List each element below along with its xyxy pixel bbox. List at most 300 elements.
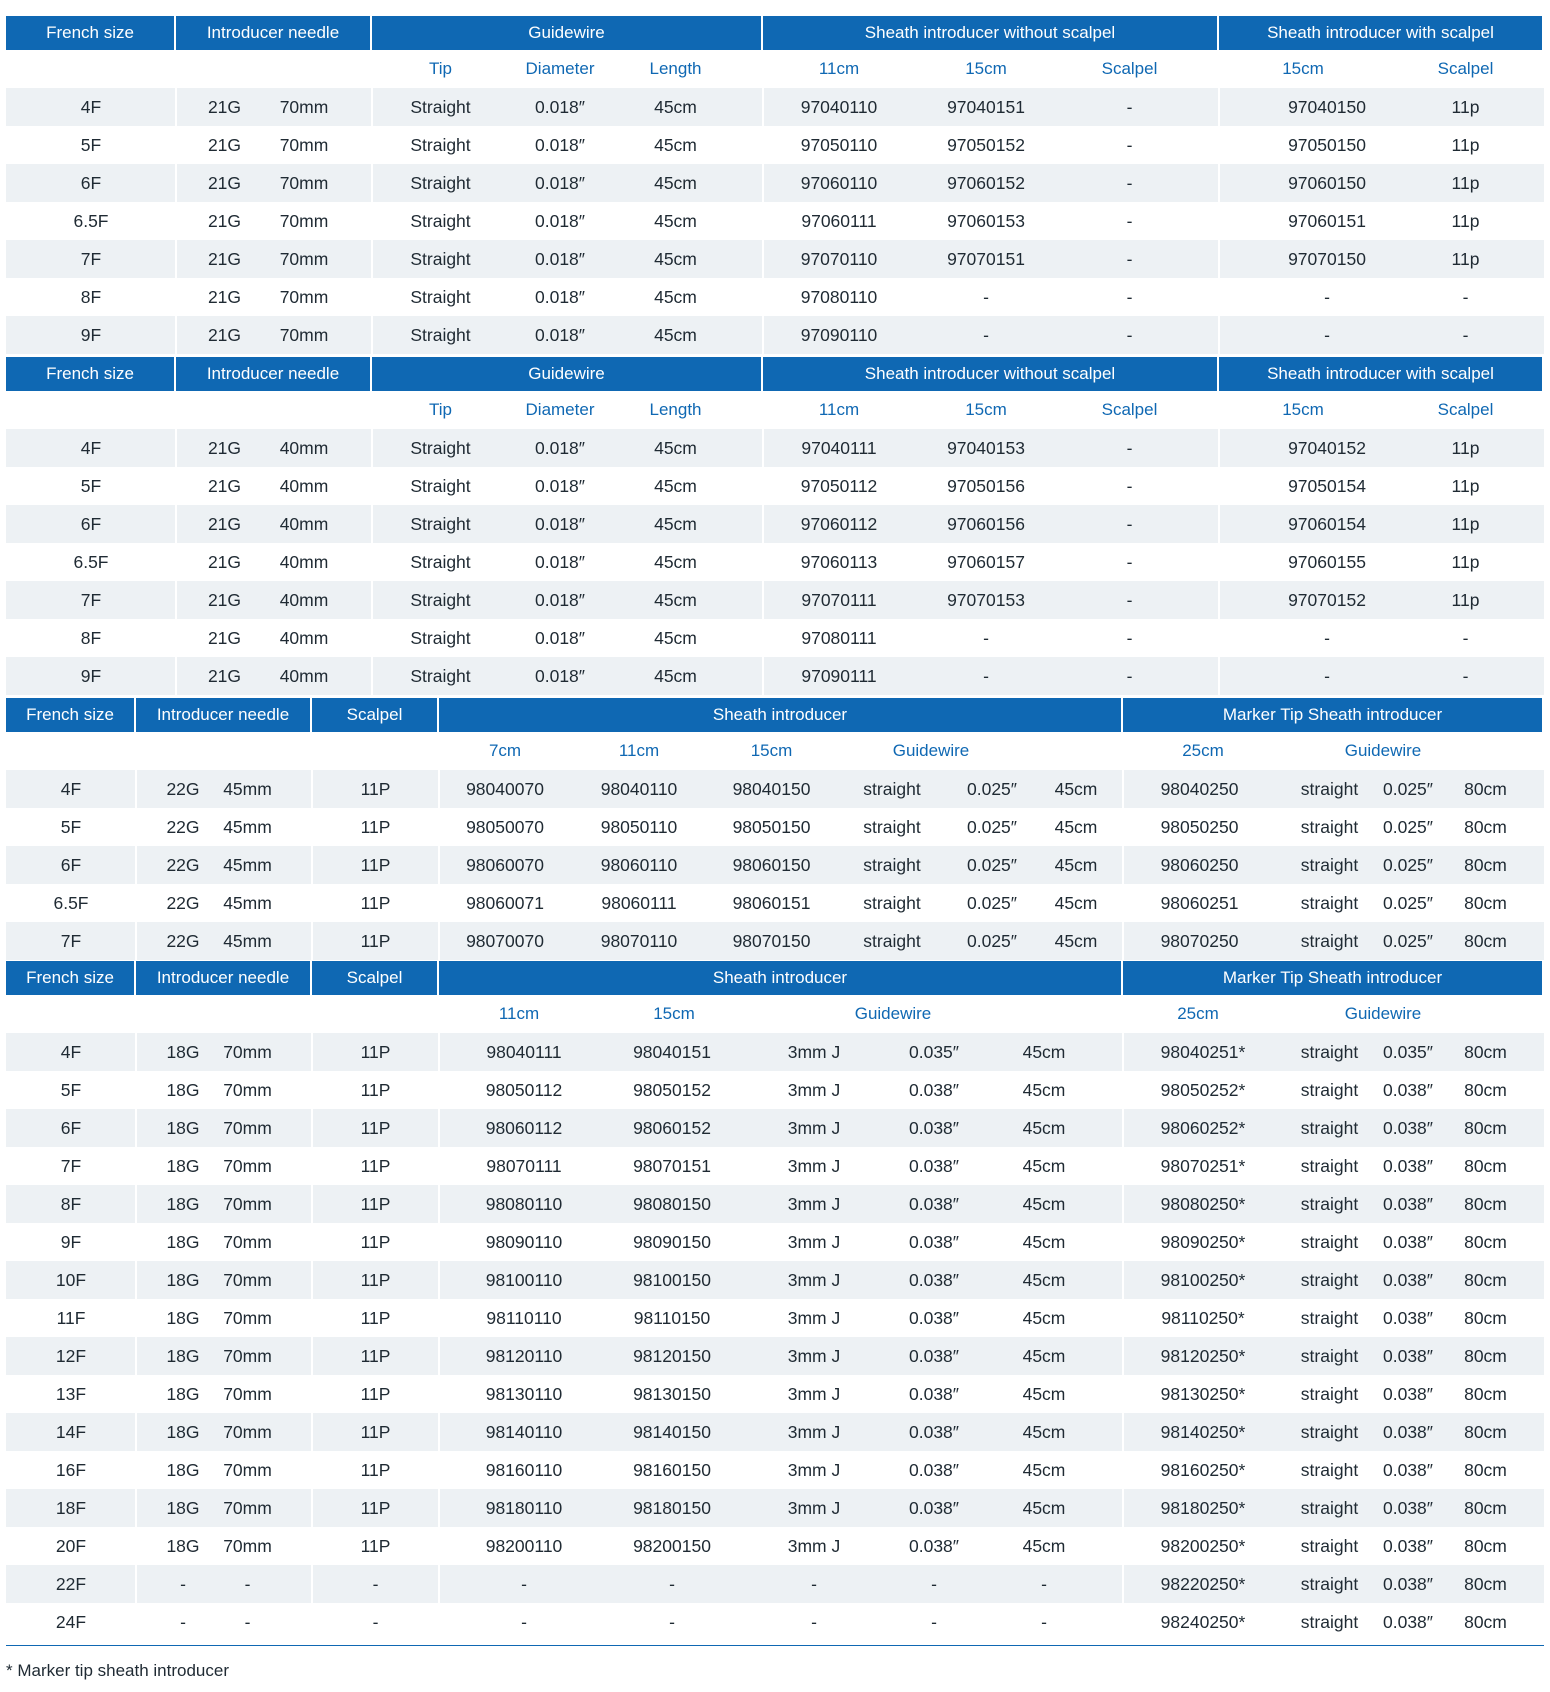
table-cell: Straight bbox=[410, 551, 471, 572]
table-cell: - bbox=[1126, 286, 1133, 307]
table-cell: 11P bbox=[360, 1421, 391, 1442]
table-cell: 0.018″ bbox=[535, 96, 585, 117]
table-row bbox=[6, 278, 1544, 316]
table-cell: 97070150 bbox=[1288, 248, 1366, 269]
table-cell: 0.038″ bbox=[1383, 1611, 1433, 1632]
column-divider bbox=[371, 202, 373, 240]
table-cell: 70mm bbox=[279, 134, 329, 155]
table-cell: 97090110 bbox=[800, 324, 878, 345]
subheader: 15cm bbox=[965, 400, 1007, 419]
table-cell: - bbox=[180, 1573, 186, 1594]
table-cell: Straight bbox=[410, 248, 471, 269]
table-cell: 11p bbox=[1451, 172, 1480, 193]
table-cell: straight bbox=[1300, 1079, 1359, 1100]
column-divider bbox=[371, 581, 373, 619]
table-cell: 45cm bbox=[1054, 930, 1098, 951]
table-cell: 18G bbox=[166, 1497, 200, 1518]
subheader: 11cm bbox=[618, 741, 660, 760]
table-row bbox=[6, 240, 1544, 278]
table-cell: 45cm bbox=[654, 551, 697, 572]
table-cell: 97060151 bbox=[1288, 210, 1366, 231]
subheader-row bbox=[6, 391, 1544, 429]
column-divider bbox=[175, 581, 177, 619]
table-cell: Straight bbox=[410, 475, 471, 496]
column-header: Introducer needle bbox=[176, 16, 372, 50]
table-cell: 97070151 bbox=[947, 248, 1025, 269]
table-cell: 98040111 bbox=[486, 1041, 562, 1062]
subheader: 25cm bbox=[1182, 741, 1224, 760]
table-row bbox=[6, 1071, 1544, 1109]
column-divider bbox=[1218, 202, 1220, 240]
subheader: 15cm bbox=[1282, 59, 1324, 78]
table-cell: 11P bbox=[360, 1079, 391, 1100]
table-cell: 98140150 bbox=[633, 1421, 711, 1442]
column-divider bbox=[1122, 1375, 1124, 1413]
table-row bbox=[6, 543, 1544, 581]
table-cell: 45cm bbox=[1022, 1459, 1066, 1480]
column-divider bbox=[175, 619, 177, 657]
column-divider bbox=[135, 808, 137, 846]
table-cell: 45mm bbox=[223, 816, 272, 837]
table-cell: Straight bbox=[410, 513, 471, 534]
column-divider bbox=[311, 1337, 313, 1375]
table-cell: 21G bbox=[207, 437, 242, 458]
table-cell: 45mm bbox=[223, 778, 272, 799]
table-cell: 45cm bbox=[1022, 1041, 1066, 1062]
table-cell: 70mm bbox=[223, 1345, 272, 1366]
table-cell: - bbox=[1462, 665, 1469, 686]
table-row bbox=[6, 1185, 1544, 1223]
table-cell: 16F bbox=[55, 1459, 87, 1480]
table-cell: - bbox=[1462, 324, 1469, 345]
table-cell: 21G bbox=[207, 589, 242, 610]
table-cell: 70mm bbox=[223, 1459, 272, 1480]
column-divider bbox=[135, 1413, 137, 1451]
table-cell: 0.038″ bbox=[909, 1459, 959, 1480]
column-divider bbox=[371, 278, 373, 316]
subheader: Tip bbox=[429, 400, 452, 419]
column-divider bbox=[1218, 505, 1220, 543]
column-divider bbox=[438, 1261, 440, 1299]
table-cell: 3mm J bbox=[787, 1117, 841, 1138]
column-divider bbox=[371, 619, 373, 657]
table-row bbox=[6, 1147, 1544, 1185]
table-cell: 98060112 bbox=[485, 1117, 563, 1138]
table-cell: 45cm bbox=[654, 665, 697, 686]
table-cell: 45cm bbox=[1022, 1193, 1066, 1214]
table-cell: 98100110 bbox=[485, 1269, 563, 1290]
column-divider bbox=[175, 88, 177, 126]
table-cell: 22G bbox=[166, 778, 200, 799]
column-divider bbox=[1122, 1185, 1124, 1223]
table-cell: 21G bbox=[207, 286, 242, 307]
table-cell: 3mm J bbox=[787, 1231, 841, 1252]
table-cell: 0.018″ bbox=[535, 172, 585, 193]
table-cell: 18G bbox=[166, 1459, 200, 1480]
table-cell: 98060150 bbox=[732, 854, 811, 875]
table-cell: 98070070 bbox=[466, 930, 544, 951]
table-cell: 98050112 bbox=[485, 1079, 563, 1100]
column-header: Sheath introducer with scalpel bbox=[1219, 16, 1544, 50]
subheader: Length bbox=[649, 59, 702, 78]
subheader: Length bbox=[649, 400, 702, 419]
table-row bbox=[6, 1223, 1544, 1261]
table-cell: 11F bbox=[56, 1307, 86, 1328]
table-cell: 0.018″ bbox=[535, 513, 585, 534]
column-divider bbox=[438, 1413, 440, 1451]
table-cell: 5F bbox=[60, 816, 82, 837]
column-divider bbox=[1122, 1337, 1124, 1375]
table-cell: 3mm J bbox=[787, 1193, 841, 1214]
table-1 bbox=[6, 16, 1544, 354]
table-cell: 18G bbox=[166, 1193, 200, 1214]
table-cell: 3mm J bbox=[787, 1421, 841, 1442]
table-cell: 98110250* bbox=[1161, 1307, 1245, 1328]
table-cell: 45cm bbox=[654, 172, 697, 193]
subheader: Guidewire bbox=[1344, 741, 1422, 760]
table-cell: 98100250* bbox=[1160, 1269, 1246, 1290]
column-header: Guidewire bbox=[372, 357, 763, 391]
table-cell: 45cm bbox=[1022, 1383, 1066, 1404]
table-row bbox=[6, 1033, 1544, 1071]
table-row bbox=[6, 1413, 1544, 1451]
table-cell: 98060252* bbox=[1160, 1117, 1246, 1138]
table-cell: 70mm bbox=[279, 248, 329, 269]
table-3 bbox=[6, 698, 1544, 960]
table-cell: 0.025″ bbox=[967, 854, 1017, 875]
column-divider bbox=[135, 1565, 137, 1603]
table-cell: 98080250* bbox=[1160, 1193, 1246, 1214]
column-header: Scalpel bbox=[312, 698, 439, 732]
table-cell: 98070110 bbox=[600, 930, 678, 951]
column-divider bbox=[1218, 240, 1220, 278]
table-cell: 0.038″ bbox=[909, 1117, 959, 1138]
column-divider bbox=[762, 619, 764, 657]
column-divider bbox=[135, 1451, 137, 1489]
table-cell: 98180250* bbox=[1160, 1497, 1246, 1518]
table-cell: - bbox=[521, 1573, 527, 1594]
table-cell: 21G bbox=[207, 134, 242, 155]
table-cell: 18G bbox=[166, 1345, 200, 1366]
column-divider bbox=[175, 240, 177, 278]
table-cell: 98070250 bbox=[1160, 930, 1239, 951]
table-cell: 11p bbox=[1451, 248, 1480, 269]
table-cell: 21G bbox=[207, 665, 242, 686]
table-cell: 45cm bbox=[654, 134, 697, 155]
table-cell: 98240250* bbox=[1160, 1611, 1246, 1632]
table-cell: 11P bbox=[360, 816, 391, 837]
table-row bbox=[6, 619, 1544, 657]
table-cell: 98070111 bbox=[486, 1155, 562, 1176]
column-divider bbox=[438, 922, 440, 960]
column-header: Sheath introducer with scalpel bbox=[1219, 357, 1544, 391]
table-cell: 98200150 bbox=[633, 1535, 711, 1556]
subheader-row bbox=[6, 50, 1544, 88]
column-divider bbox=[175, 202, 177, 240]
table-cell: - bbox=[1324, 627, 1330, 648]
table-cell: 97040151 bbox=[947, 96, 1025, 117]
column-header: Marker Tip Sheath introducer bbox=[1123, 961, 1544, 995]
column-header: French size bbox=[6, 16, 176, 50]
table-cell: 0.035″ bbox=[909, 1041, 959, 1062]
table-cell: 0.025″ bbox=[1383, 854, 1433, 875]
subheader: 25cm bbox=[1177, 1004, 1219, 1023]
table-cell: 11p bbox=[1451, 210, 1480, 231]
column-divider bbox=[371, 505, 373, 543]
table-cell: 0.038″ bbox=[1383, 1535, 1433, 1556]
table-cell: 0.025″ bbox=[1383, 892, 1433, 913]
table-cell: Straight bbox=[410, 96, 471, 117]
table-cell: 70mm bbox=[223, 1535, 272, 1556]
table-cell: straight bbox=[863, 930, 921, 951]
column-divider bbox=[135, 1527, 137, 1565]
column-divider bbox=[371, 467, 373, 505]
column-divider bbox=[762, 505, 764, 543]
subheader: 7cm bbox=[488, 741, 522, 760]
table-row bbox=[6, 126, 1544, 164]
table-cell: 3mm J bbox=[787, 1155, 841, 1176]
footnote: * Marker tip sheath introducer bbox=[6, 1661, 229, 1680]
table-cell: 70mm bbox=[279, 172, 329, 193]
table-cell: Straight bbox=[410, 627, 471, 648]
table-cell: - bbox=[1126, 665, 1133, 686]
table-row bbox=[6, 467, 1544, 505]
table-cell: 98040110 bbox=[600, 778, 678, 799]
table-cell: 21G bbox=[207, 627, 242, 648]
table-cell: 80cm bbox=[1464, 1269, 1507, 1290]
table-cell: straight bbox=[1300, 1611, 1359, 1632]
column-header: Guidewire bbox=[372, 16, 763, 50]
table-cell: straight bbox=[1300, 1231, 1359, 1252]
table-cell: 0.038″ bbox=[1383, 1459, 1433, 1480]
column-divider bbox=[371, 126, 373, 164]
table-cell: 45cm bbox=[654, 589, 697, 610]
table-cell: 98130250* bbox=[1160, 1383, 1246, 1404]
column-divider bbox=[175, 467, 177, 505]
table-cell: 98110110 bbox=[486, 1307, 562, 1328]
table-cell: - bbox=[1126, 248, 1133, 269]
table-cell: 98050150 bbox=[732, 816, 811, 837]
table-cell: 9F bbox=[80, 324, 102, 345]
column-divider bbox=[1122, 1413, 1124, 1451]
table-cell: 3mm J bbox=[787, 1345, 841, 1366]
column-divider bbox=[135, 922, 137, 960]
table-cell: 80cm bbox=[1464, 1155, 1507, 1176]
table-cell: 98140110 bbox=[485, 1421, 563, 1442]
table-cell: 98050070 bbox=[466, 816, 544, 837]
table-cell: 98100150 bbox=[633, 1269, 711, 1290]
table-cell: 97080111 bbox=[801, 627, 877, 648]
table-cell: 3mm J bbox=[787, 1041, 841, 1062]
table-cell: straight bbox=[1300, 1383, 1359, 1404]
table-cell: 21G bbox=[207, 96, 242, 117]
table-cell: 45mm bbox=[223, 854, 272, 875]
table-cell: 11P bbox=[360, 892, 391, 913]
table-cell: 5F bbox=[60, 1079, 82, 1100]
column-divider bbox=[311, 1603, 313, 1641]
column-divider bbox=[311, 1147, 313, 1185]
table-cell: 70mm bbox=[223, 1079, 272, 1100]
table-cell: 18G bbox=[166, 1117, 200, 1138]
table-cell: 45cm bbox=[654, 210, 697, 231]
table-cell: 98050250 bbox=[1160, 816, 1239, 837]
table-cell: 98160150 bbox=[633, 1459, 711, 1480]
table-cell: 6F bbox=[80, 513, 102, 534]
table-cell: 11P bbox=[360, 1345, 391, 1366]
table-cell: 0.038″ bbox=[909, 1307, 959, 1328]
table-row bbox=[6, 505, 1544, 543]
column-divider bbox=[311, 1033, 313, 1071]
table-cell: 21G bbox=[207, 210, 242, 231]
table-cell: 0.018″ bbox=[535, 665, 585, 686]
table-cell: 97060111 bbox=[801, 210, 877, 231]
table-cell: straight bbox=[1300, 1535, 1359, 1556]
table-row bbox=[6, 1337, 1544, 1375]
table-cell: 3mm J bbox=[787, 1079, 841, 1100]
table-cell: 70mm bbox=[279, 286, 329, 307]
table-cell: Straight bbox=[410, 437, 471, 458]
table-cell: 97060152 bbox=[947, 172, 1025, 193]
column-divider bbox=[135, 1603, 137, 1641]
column-divider bbox=[762, 240, 764, 278]
table-cell: 11p bbox=[1451, 96, 1480, 117]
table-cell: - bbox=[1126, 437, 1133, 458]
column-header: Introducer needle bbox=[136, 698, 312, 732]
table-cell: 11P bbox=[360, 1535, 391, 1556]
subheader: Guidewire bbox=[892, 741, 970, 760]
table-cell: 98050152 bbox=[633, 1079, 711, 1100]
table-cell: 45cm bbox=[1022, 1231, 1066, 1252]
table-cell: 40mm bbox=[279, 589, 329, 610]
table-cell: 98080150 bbox=[633, 1193, 711, 1214]
column-divider bbox=[311, 1223, 313, 1261]
table-cell: 0.038″ bbox=[909, 1345, 959, 1366]
table-cell: 0.025″ bbox=[1383, 778, 1433, 799]
subheader: Guidewire bbox=[854, 1004, 932, 1023]
table-cell: 45cm bbox=[654, 627, 697, 648]
table-cell: - bbox=[1126, 551, 1133, 572]
column-divider bbox=[438, 770, 440, 808]
table-cell: 6.5F bbox=[73, 551, 109, 572]
table-cell: 97060110 bbox=[800, 172, 878, 193]
subheader: Scalpel bbox=[1101, 59, 1158, 78]
column-divider bbox=[371, 429, 373, 467]
column-divider bbox=[175, 164, 177, 202]
table-cell: - bbox=[1126, 589, 1133, 610]
table-cell: 0.038″ bbox=[1383, 1269, 1433, 1290]
table-cell: 97050154 bbox=[1288, 475, 1366, 496]
table-cell: 20F bbox=[55, 1535, 87, 1556]
table-cell: 98070151 bbox=[633, 1155, 711, 1176]
table-cell: 98200250* bbox=[1160, 1535, 1246, 1556]
table-cell: 0.038″ bbox=[1383, 1383, 1433, 1404]
column-divider bbox=[1122, 922, 1124, 960]
table-cell: 80cm bbox=[1464, 816, 1507, 837]
table-cell: straight bbox=[1300, 930, 1359, 951]
table-cell: 70mm bbox=[223, 1117, 272, 1138]
column-divider bbox=[1218, 164, 1220, 202]
table-row bbox=[6, 657, 1544, 695]
table-cell: 11P bbox=[360, 1231, 391, 1252]
table-cell: 70mm bbox=[223, 1497, 272, 1518]
table-cell: 40mm bbox=[279, 513, 329, 534]
subheader: Guidewire bbox=[1344, 1004, 1422, 1023]
table-cell: 80cm bbox=[1464, 1079, 1507, 1100]
table-cell: 11P bbox=[360, 1269, 391, 1290]
table-cell: 18G bbox=[166, 1383, 200, 1404]
table-cell: straight bbox=[1300, 1421, 1359, 1442]
table-cell: 45cm bbox=[654, 475, 697, 496]
column-divider bbox=[438, 1565, 440, 1603]
table-cell: 0.018″ bbox=[535, 437, 585, 458]
subheader: Scalpel bbox=[1437, 400, 1494, 419]
table-cell: 3mm J bbox=[787, 1269, 841, 1290]
table-cell: straight bbox=[1300, 1041, 1359, 1062]
table-cell: 3mm J bbox=[787, 1383, 841, 1404]
table-cell: 80cm bbox=[1464, 1535, 1507, 1556]
table-cell: - bbox=[1041, 1611, 1047, 1632]
table-cell: Straight bbox=[410, 665, 471, 686]
table-cell: - bbox=[372, 1611, 379, 1632]
column-divider bbox=[135, 1147, 137, 1185]
table-row bbox=[6, 202, 1544, 240]
table-row bbox=[6, 808, 1544, 846]
table-row bbox=[6, 1489, 1544, 1527]
table-cell: 18G bbox=[166, 1231, 200, 1252]
column-divider bbox=[135, 884, 137, 922]
column-divider bbox=[438, 1185, 440, 1223]
column-divider bbox=[135, 1337, 137, 1375]
subheader: 15cm bbox=[965, 59, 1007, 78]
subheader: 15cm bbox=[750, 741, 793, 760]
column-divider bbox=[1122, 1147, 1124, 1185]
table-cell: 3mm J bbox=[787, 1535, 841, 1556]
table-row bbox=[6, 1565, 1544, 1603]
table-cell: 70mm bbox=[223, 1041, 272, 1062]
table-cell: straight bbox=[863, 854, 921, 875]
table-cell: 80cm bbox=[1464, 1459, 1507, 1480]
table-cell: straight bbox=[863, 778, 921, 799]
table-cell: 80cm bbox=[1464, 1231, 1507, 1252]
table-cell: 45cm bbox=[1022, 1117, 1066, 1138]
table-cell: 45cm bbox=[654, 286, 697, 307]
table-cell: 11P bbox=[360, 1155, 391, 1176]
table-row bbox=[6, 1451, 1544, 1489]
column-divider bbox=[175, 316, 177, 354]
table-cell: straight bbox=[1300, 1307, 1359, 1328]
table-cell: 45cm bbox=[654, 437, 697, 458]
table-cell: 0.038″ bbox=[909, 1269, 959, 1290]
column-header: Introducer needle bbox=[176, 357, 372, 391]
table-row bbox=[6, 1261, 1544, 1299]
table-cell: 97040153 bbox=[947, 437, 1025, 458]
subheader: 11cm bbox=[818, 400, 860, 419]
table-cell: Straight bbox=[410, 589, 471, 610]
table-cell: 0.018″ bbox=[535, 475, 585, 496]
table-cell: 11P bbox=[360, 1383, 391, 1404]
column-divider bbox=[1122, 1527, 1124, 1565]
column-divider bbox=[311, 770, 313, 808]
table-cell: 98090150 bbox=[633, 1231, 711, 1252]
table-cell: 98040150 bbox=[732, 778, 811, 799]
table-row bbox=[6, 884, 1544, 922]
column-header: French size bbox=[6, 698, 136, 732]
table-cell: 98200110 bbox=[485, 1535, 563, 1556]
table-cell: 11P bbox=[360, 854, 391, 875]
column-divider bbox=[311, 1261, 313, 1299]
table-cell: - bbox=[1126, 210, 1133, 231]
table-cell: 18F bbox=[55, 1497, 87, 1518]
